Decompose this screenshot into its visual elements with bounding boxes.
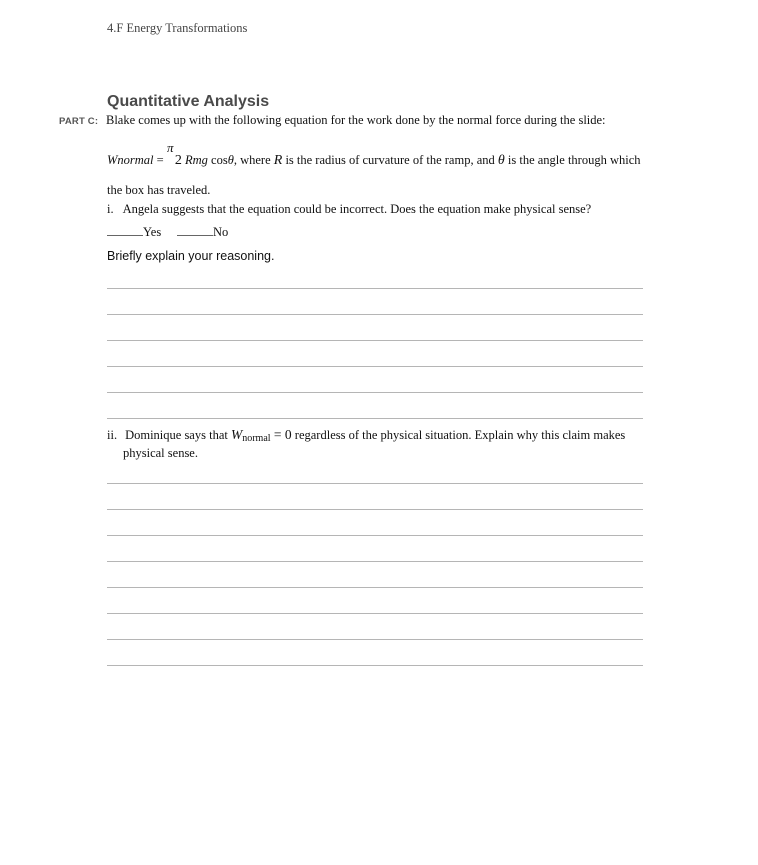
question-ii-text-before: Dominique says that (125, 428, 231, 442)
answer-line[interactable] (107, 509, 643, 510)
equation-theta2: θ (497, 153, 505, 168)
answer-line[interactable] (107, 587, 643, 588)
answer-line[interactable] (107, 418, 643, 419)
no-option[interactable] (177, 225, 228, 240)
answer-line[interactable] (107, 561, 643, 562)
answer-line[interactable] (107, 288, 643, 289)
question-ii-line2: physical sense. (123, 446, 198, 460)
page-header: 4.F Energy Transformations (107, 21, 248, 35)
yes-blank[interactable] (107, 225, 143, 236)
no-blank[interactable] (177, 225, 213, 236)
yes-option[interactable] (107, 225, 161, 240)
equation-lhs: Wnormal (107, 153, 154, 167)
part-label: PART C: (59, 116, 99, 127)
equation-denominator: 2 (174, 153, 182, 168)
equation-rhs: Rmg (184, 153, 208, 167)
section-title: Quantitative Analysis (107, 93, 270, 110)
answer-line[interactable] (107, 613, 643, 614)
question-ii-text-after: regardless of the physical situation. Explain why this claim makes (291, 428, 626, 442)
equation-desc1: is the radius of curvature of the ramp, and (282, 153, 498, 167)
explain-prompt: Briefly explain your reasoning. (107, 249, 275, 263)
equation-desc2: is the angle through which (504, 153, 641, 167)
question-ii-equals-zero: = 0 (270, 427, 292, 442)
part-intro: Blake comes up with the following equation for the work done by the normal force during the slide: (106, 113, 606, 127)
question-i-text: Angela suggests that the equation could be incorrect. Does the equation make physical sense? (122, 202, 592, 216)
question-i (107, 202, 591, 217)
question-ii-subscript: normal (242, 433, 271, 444)
yes-label: Yes (143, 225, 162, 239)
equation-theta: θ (227, 153, 234, 167)
equation-equals: = (153, 153, 167, 167)
equation-cos: cos (207, 153, 228, 167)
answer-line[interactable] (107, 639, 643, 640)
answer-line[interactable] (107, 366, 643, 367)
answer-line[interactable] (107, 314, 643, 315)
answer-line[interactable] (107, 392, 643, 393)
equation-numerator: π (167, 140, 174, 155)
question-i-number: i. (107, 202, 114, 216)
question-ii-w: W (230, 427, 243, 442)
answer-line[interactable] (107, 483, 643, 484)
answer-line[interactable] (107, 340, 643, 341)
equation-line (107, 153, 641, 169)
answer-line[interactable] (107, 535, 643, 536)
equation-after: , where (233, 153, 274, 167)
equation-continuation: the box has traveled. (107, 183, 211, 197)
question-ii (107, 427, 625, 444)
question-ii-number: ii. (107, 428, 118, 442)
answer-line[interactable] (107, 665, 643, 666)
equation-r: R (273, 153, 283, 168)
no-label: No (213, 225, 229, 239)
